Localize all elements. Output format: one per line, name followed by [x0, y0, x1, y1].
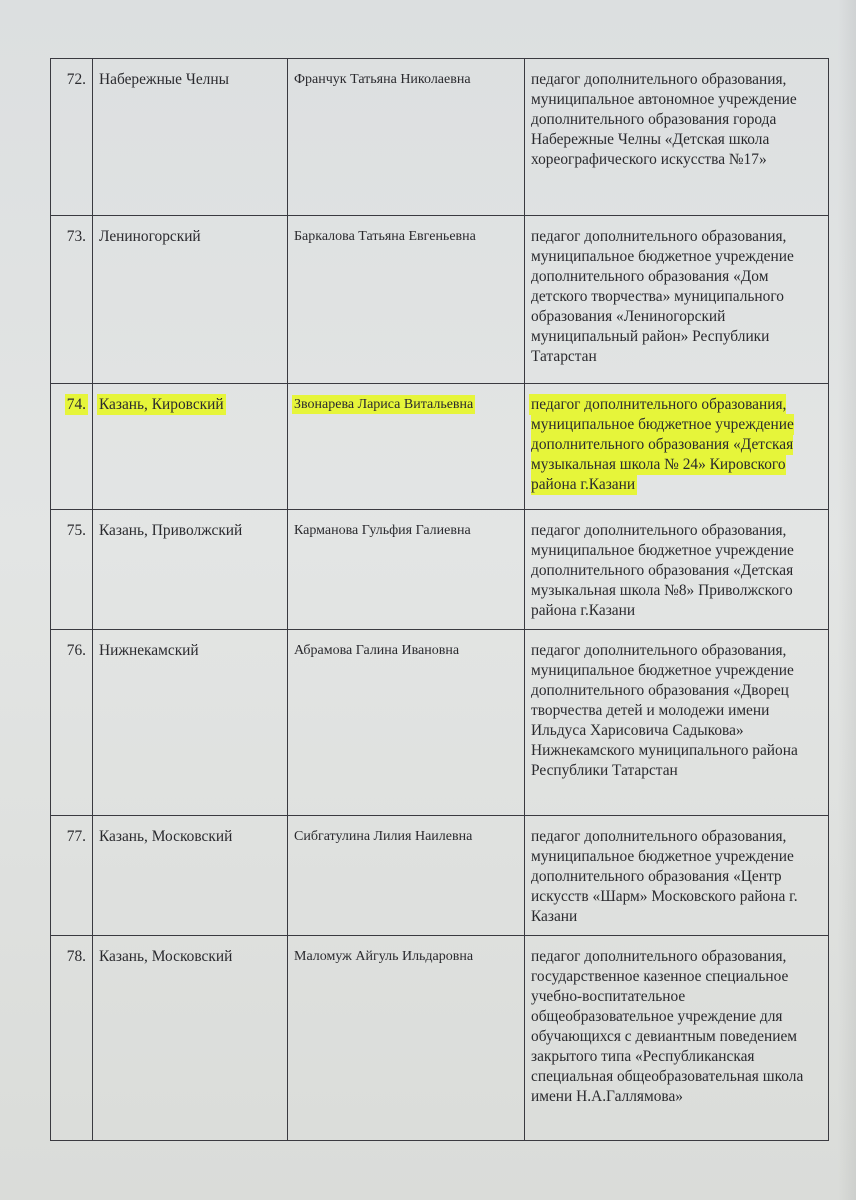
- district-cell: Казань, Московский: [93, 936, 288, 1141]
- district-cell: [93, 384, 288, 510]
- name-cell: Франчук Татьяна Николаевна: [288, 59, 525, 216]
- row-number: [51, 384, 93, 510]
- name-cell: Карманова Гульфия Галиевна: [288, 510, 525, 630]
- table-row: [51, 216, 829, 384]
- district-cell: Казань, Приволжский: [93, 510, 288, 630]
- district-cell: Лениногорский: [93, 216, 288, 384]
- row-number: 73.: [51, 216, 93, 384]
- organization-cell: педагог дополнительного образования, муниципальное бюджетное учреждение дополнительного образования «Центр искусств «Шарм» Московского района г. Казани: [525, 816, 829, 936]
- organization-cell: педагог дополнительного образования, муниципальное бюджетное учреждение дополнительного образования «Детская музыкальная школа №8» Приволжского района г.Казани: [525, 510, 829, 630]
- row-number: 75.: [51, 510, 93, 630]
- organization-cell: педагог дополнительного образования, муниципальное автономное учреждение дополнительного образования города Набережные Челны «Детская школа хореографического искусства №17»: [525, 59, 829, 216]
- row-number: 78.: [51, 936, 93, 1141]
- name-cell: Баркалова Татьяна Евгеньевна: [288, 216, 525, 384]
- organization-cell: педагог дополнительного образования, государственное казенное специальное учебно-воспитательное общеобразовательное учреждение для обучающихся с девиантным поведением закрытого типа «Республиканская специальная общеобразовательная школа имени Н.А.Галлямова»: [525, 936, 829, 1141]
- name-cell: Сибгатулина Лилия Наилевна: [288, 816, 525, 936]
- organization-cell: [525, 384, 829, 510]
- name-cell: [288, 384, 525, 510]
- organization-cell: педагог дополнительного образования, муниципальное бюджетное учреждение дополнительного образования «Дворец творчества детей и молодежи имени Ильдуса Харисовича Садыкова» Нижнекамского муниципального района Республики Татарстан: [525, 630, 829, 816]
- table-row: [51, 510, 829, 630]
- row-number: 77.: [51, 816, 93, 936]
- highlighted-text: Казань, Кировский: [99, 396, 224, 413]
- organization-cell: педагог дополнительного образования, муниципальное бюджетное учреждение дополнительного образования «Дом детского творчества» муниципального образования «Лениногорский муниципальный район» Республики Татарстан: [525, 216, 829, 384]
- row-number: 76.: [51, 630, 93, 816]
- table-row-highlighted: [51, 384, 829, 510]
- name-cell: Абрамова Галина Ивановна: [288, 630, 525, 816]
- table-row: [51, 936, 829, 1141]
- row-number: 72.: [51, 59, 93, 216]
- participants-table: [50, 58, 829, 1141]
- page-shadow: [838, 0, 856, 1200]
- highlighted-text: Звонарева Лариса Витальевна: [294, 397, 474, 412]
- highlighted-text: педагог дополнительного образования, муниципальное бюджетное учреждение дополнительного образования «Детская музыкальная школа № 24» Кировского района г.Казани: [531, 396, 794, 493]
- highlighted-text: 74.: [66, 396, 86, 413]
- table-row: [51, 630, 829, 816]
- table-row: [51, 816, 829, 936]
- district-cell: Набережные Челны: [93, 59, 288, 216]
- district-cell: Нижнекамский: [93, 630, 288, 816]
- district-cell: Казань, Московский: [93, 816, 288, 936]
- table-row: [51, 59, 829, 216]
- name-cell: Маломуж Айгуль Ильдаровна: [288, 936, 525, 1141]
